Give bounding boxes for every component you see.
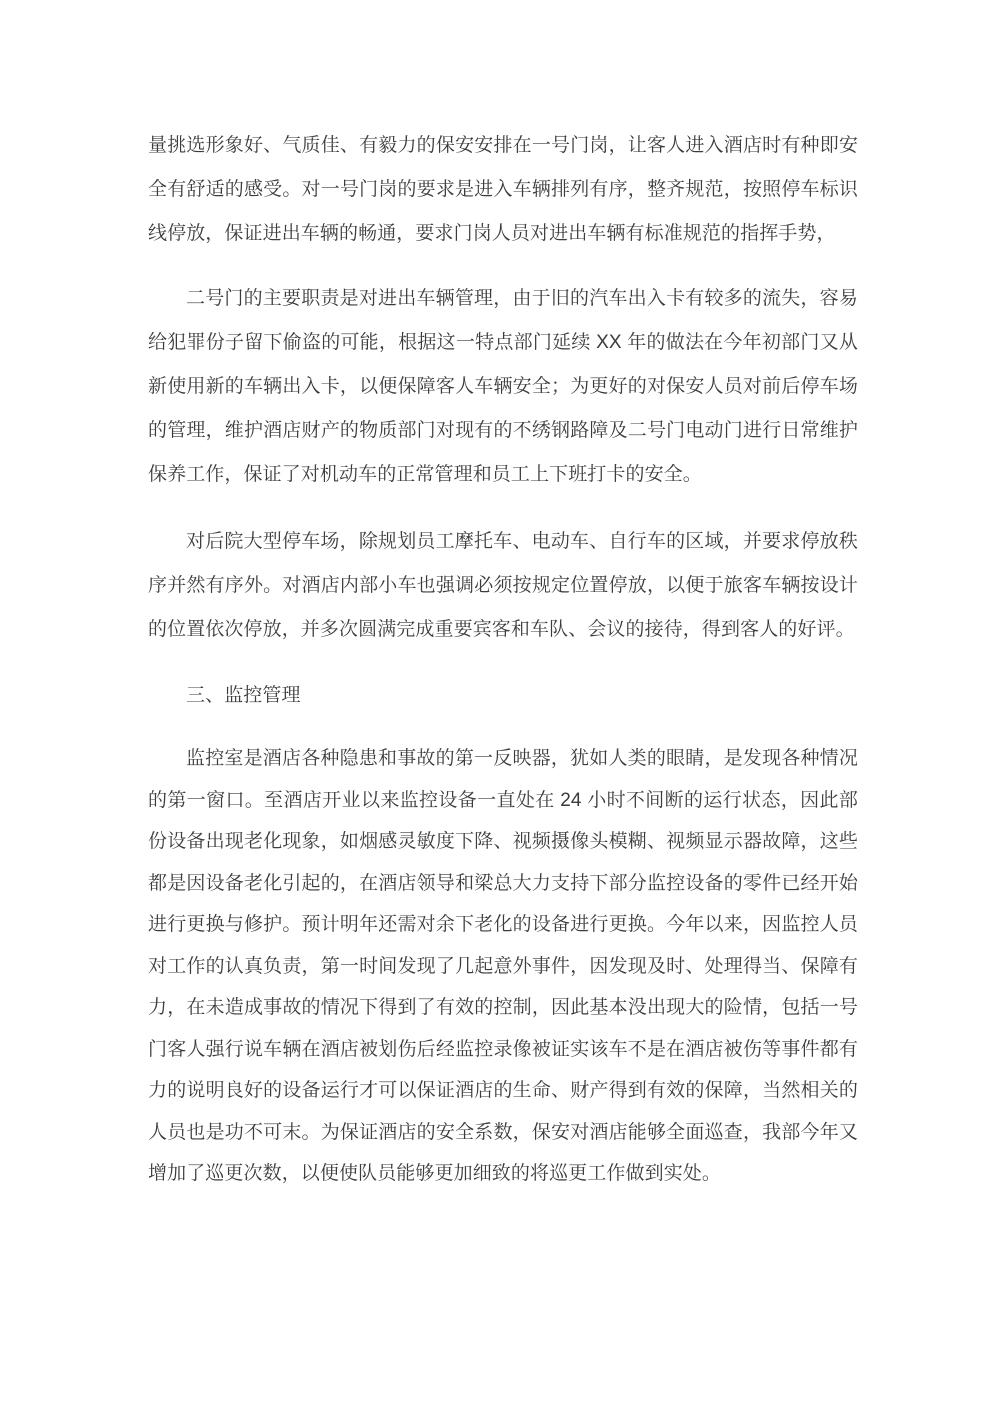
paragraph-gate-post-one: 量挑选形象好、气质佳、有毅力的保安安排在一号门岗，让客人进入酒店时有种即安全有舒适的感受。对一号门岗的要求是进入车辆排列有序，整齐规范，按照停车标识线停放，保证进出车辆的畅通，要求门岗人员对进出车辆有标准规范的指挥手势， xyxy=(148,135,858,244)
document-text-column xyxy=(148,124,858,1195)
paragraph-surveillance-room: 监控室是酒店各种隐患和事故的第一反映器，犹如人类的眼睛，是发现各种情况的第一窗口。至酒店开业以来监控设备一直处在 24 小时不间断的运行状态，因此部份设备出现老化现象，如烟感灵敏度下降、视频摄像头模糊、视频显示器故障，这些都是因设备老化引起的，在酒店领导和梁总大力支持下部分监控设备的零件已经开始进行更换与修护。预计明年还需对余下老化的设备进行更换。今年以来，因监控人员对工作的认真负责，第一时间发现了几起意外事件，因发现及时、处理得当、保障有力，在未造成事故的情况下得到了有效的控制，因此基本没出现大的险情，包括一号门客人强行说车辆在酒店被划伤后经监控录像被证实该车不是在酒店被伤等事件都有力的说明良好的设备运行才可以保证酒店的生命、财产得到有效的保障，当然相关的人员也是功不可末。为保证酒店的安全系数，保安对酒店能够全面巡查，我部今年又增加了巡更次数，以便使队员能够更加细致的将巡更工作做到实处。 xyxy=(148,748,858,1184)
paragraph-gate-post-two: 二号门的主要职责是对进出车辆管理，由于旧的汽车出入卡有较多的流失，容易给犯罪份子留下偷盗的可能，根据这一特点部门延续 XX 年的做法在今年初部门又从新使用新的车辆出入卡，以便保障客人车辆安全；为更好的对保安人员对前后停车场的管理，维护酒店财产的物质部门对现有的不绣钢路障及二号门电动门进行日常维护保养工作，保证了对机动车的正常管理和员工上下班打卡的安全。 xyxy=(148,288,858,485)
paragraph-parking-lot: 对后院大型停车场，除规划员工摩托车、电动车、自行车的区域，并要求停放秩序并然有序外。对酒店内部小车也强调必须按规定位置停放，以便于旅客车辆按设计的位置依次停放，并多次圆满完成重要宾客和车队、会议的接待，得到客人的好评。 xyxy=(148,531,858,640)
section-heading-surveillance-management: 三、监控管理 xyxy=(186,685,301,706)
